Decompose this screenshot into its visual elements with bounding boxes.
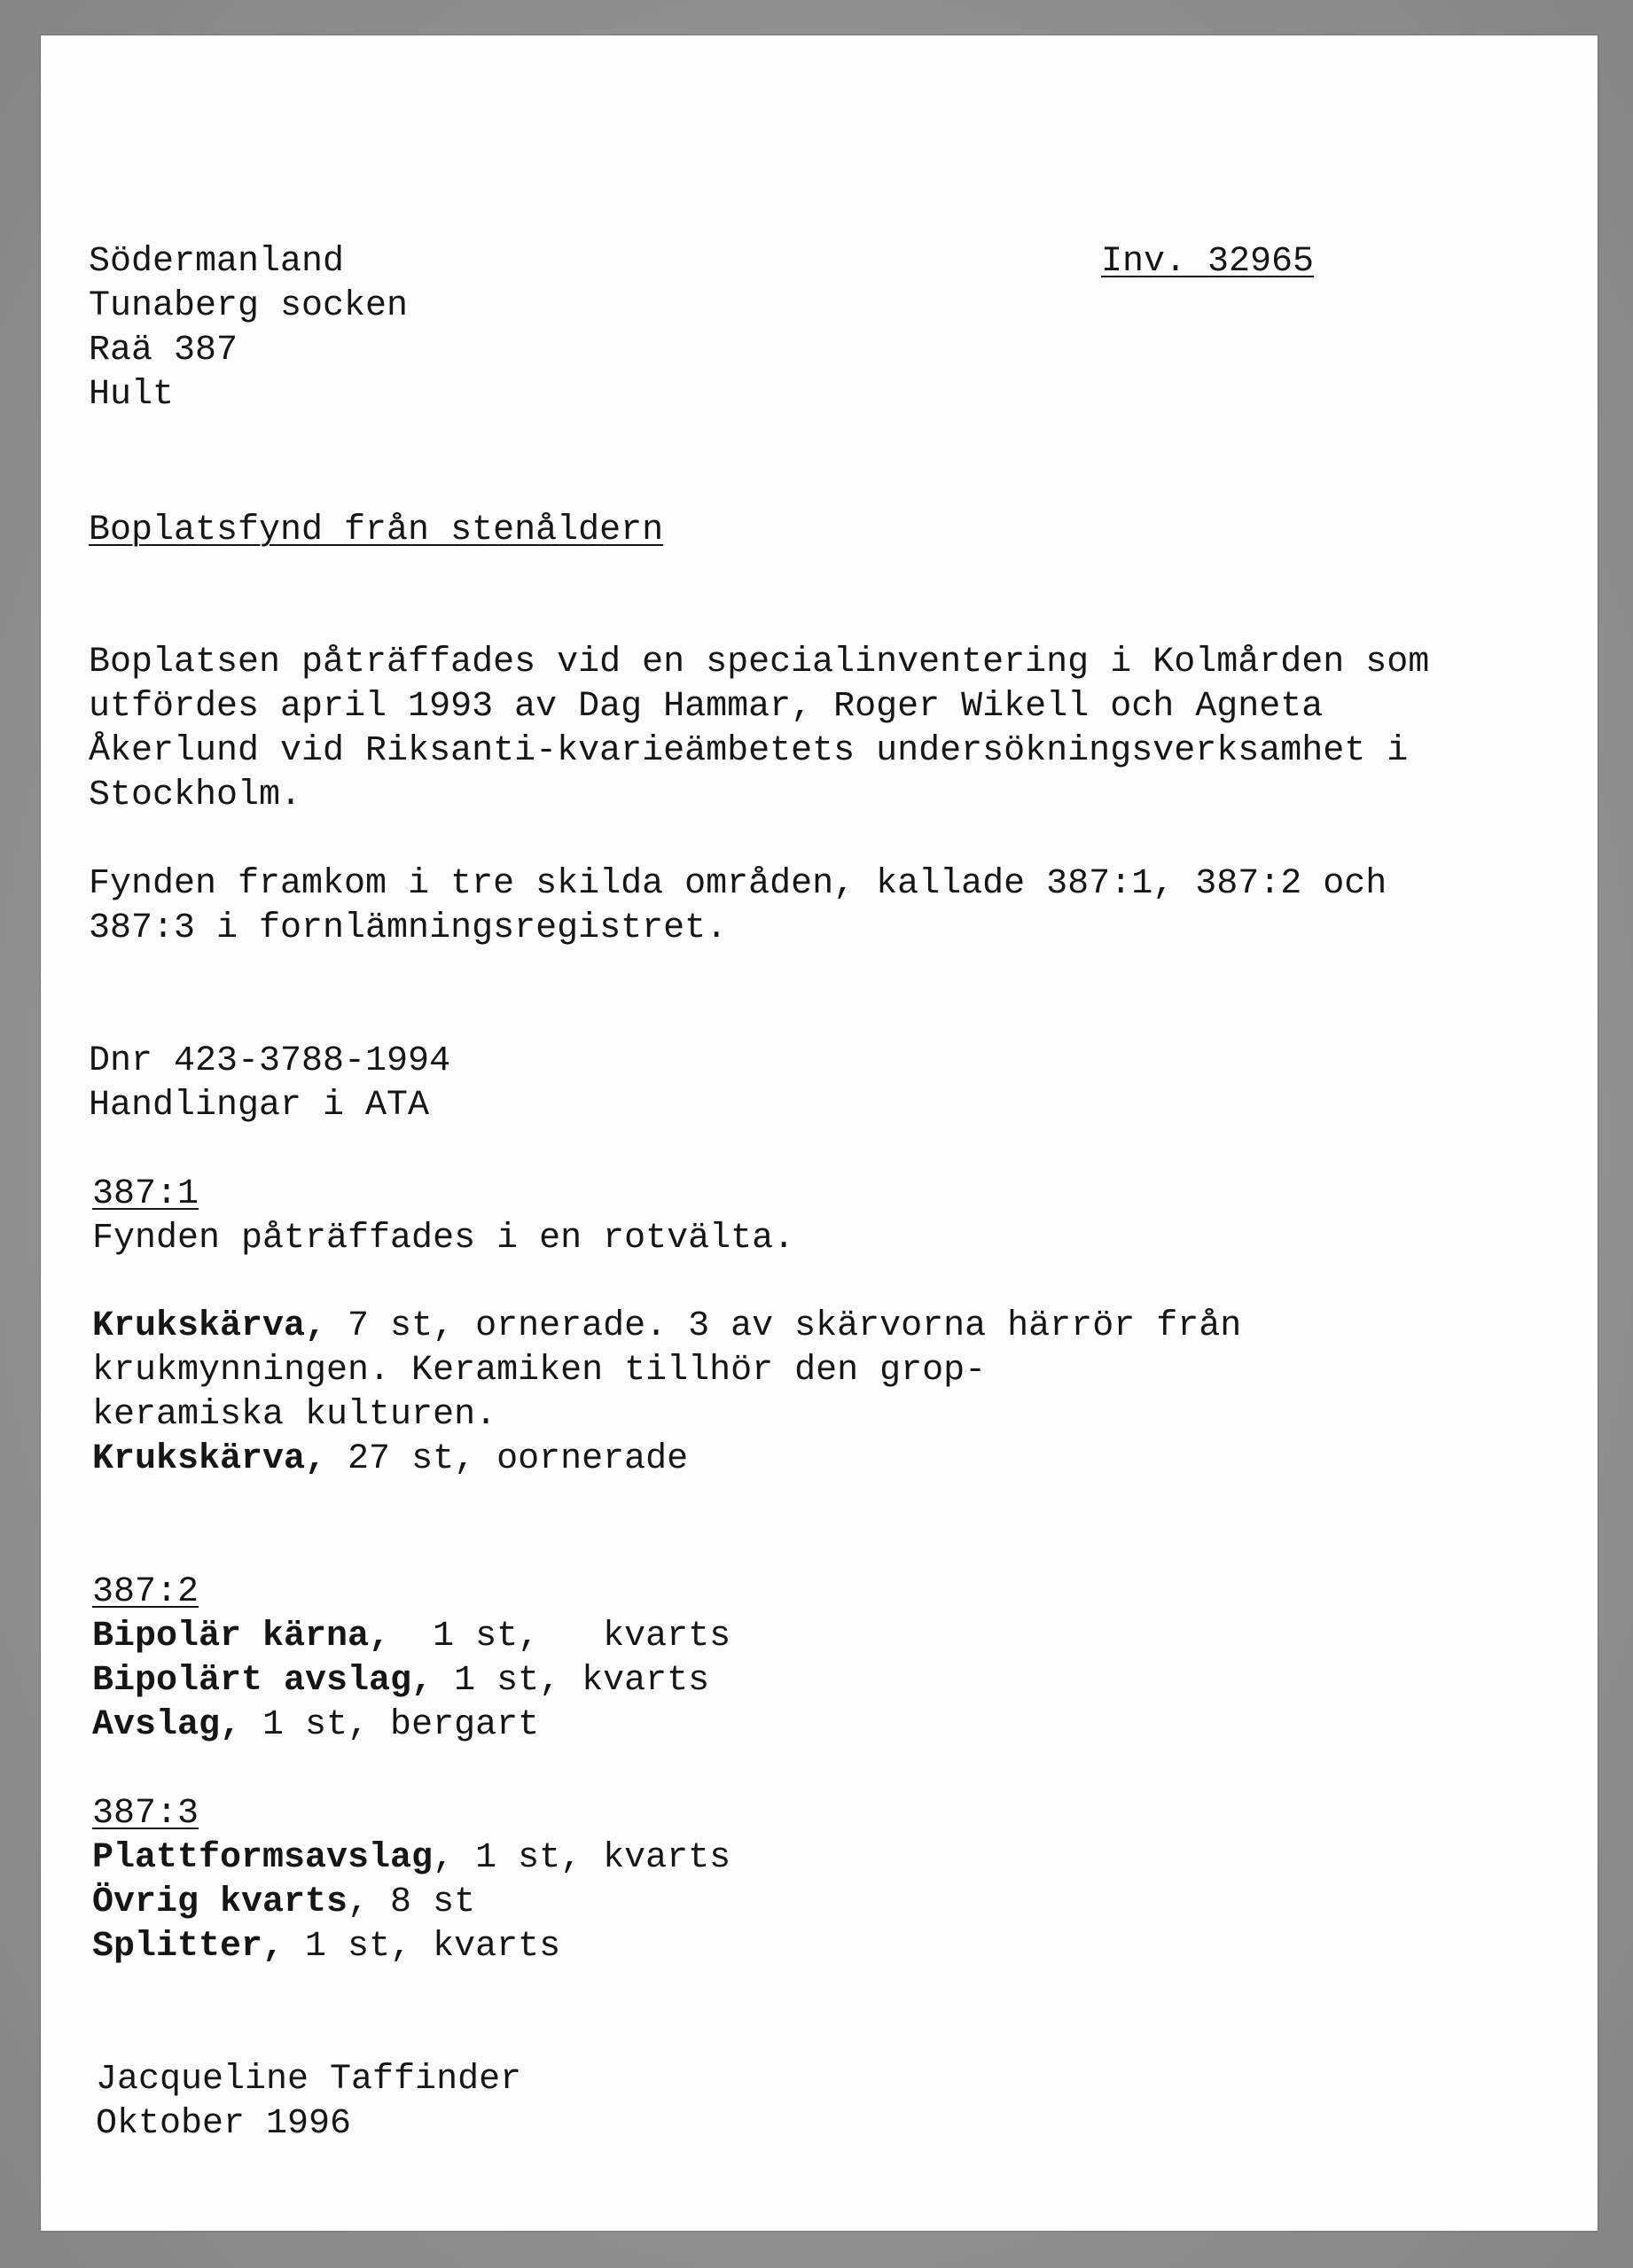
intro-line-2: utfördes april 1993 av Dag Hammar, Roger Wikell och Agneta xyxy=(89,687,1324,727)
area-1-item-1-cont-1: krukmynningen. Keramiken tillhör den grop- xyxy=(92,1351,987,1391)
item-detail: , 8 st xyxy=(348,1882,476,1922)
location-county: Södermanland xyxy=(89,242,345,282)
location-parish: Tunaberg socken xyxy=(89,286,409,326)
area-2-item-1 xyxy=(92,1615,731,1659)
area-2-heading: 387:2 xyxy=(92,1572,199,1612)
item-name: Bipolärt avslag, xyxy=(92,1661,434,1701)
areas-note-line-1: Fynden framkom i tre skilda områden, kallade 387:1, 387:2 och xyxy=(89,864,1387,904)
item-detail: 27 st, oornerade xyxy=(326,1439,689,1479)
signature-date: Oktober 1996 xyxy=(96,2104,352,2144)
item-detail: , 1 st, kvarts xyxy=(433,1838,731,1878)
item-detail: 1 st, kvarts xyxy=(390,1617,731,1656)
location-raa: Raä 387 xyxy=(89,331,238,370)
author-name: Jacqueline Taffinder xyxy=(96,2060,522,2100)
item-name: Plattformsavslag xyxy=(92,1838,434,1878)
item-name: Avslag, xyxy=(92,1705,242,1745)
item-detail: 1 st, kvarts xyxy=(284,1927,561,1967)
area-3-heading: 387:3 xyxy=(92,1794,199,1834)
area-1-note: Fynden påträffades i en rotvälta. xyxy=(92,1219,795,1259)
area-1-heading: 387:1 xyxy=(92,1174,199,1214)
areas-note-line-2: 387:3 i fornlämningsregistret. xyxy=(89,908,728,948)
item-name: Krukskärva, xyxy=(92,1439,327,1479)
document-title: Boplatsfynd från stenåldern xyxy=(89,510,664,550)
records-location: Handlingar i ATA xyxy=(89,1086,430,1126)
area-1-item-1-cont-2: keramiska kulturen. xyxy=(92,1395,497,1435)
location-place: Hult xyxy=(89,375,175,415)
area-1-item-2 xyxy=(92,1438,688,1482)
area-2-item-3 xyxy=(92,1703,539,1748)
item-detail: 1 st, kvarts xyxy=(433,1661,710,1701)
area-3-item-1 xyxy=(92,1836,731,1881)
item-name: Krukskärva, xyxy=(92,1306,327,1346)
item-name: Bipolär kärna, xyxy=(92,1617,391,1656)
intro-line-1: Boplatsen påträffades vid en specialinventering i Kolmården som xyxy=(89,643,1430,682)
item-detail: 1 st, bergart xyxy=(241,1705,540,1745)
intro-line-3: Åkerlund vid Riksanti-kvarieämbetets undersökningsverksamhet i xyxy=(89,731,1409,771)
area-1-item-1 xyxy=(92,1305,1241,1349)
inventory-number: Inv. 32965 xyxy=(1101,242,1315,282)
area-3-item-2 xyxy=(92,1881,475,1925)
area-3-item-3 xyxy=(92,1925,560,1969)
item-name: Splitter, xyxy=(92,1927,285,1967)
intro-line-4: Stockholm. xyxy=(89,775,302,815)
item-name: Övrig kvarts xyxy=(92,1882,348,1922)
area-2-item-2 xyxy=(92,1659,709,1703)
item-detail: 7 st, ornerade. 3 av skärvorna härrör från xyxy=(326,1306,1242,1346)
dnr-number: Dnr 423-3788-1994 xyxy=(89,1041,451,1081)
